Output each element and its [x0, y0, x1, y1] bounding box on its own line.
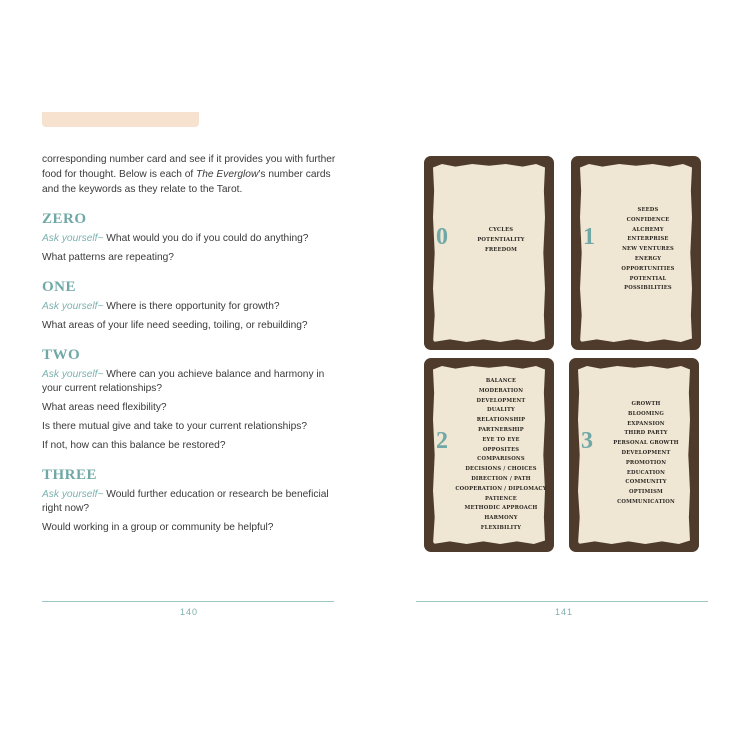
keyword: COMMUNICATION: [617, 498, 675, 505]
question-line: What areas of your life need seeding, toiling, or rebuilding?: [42, 320, 308, 331]
card-keywords: [599, 400, 693, 508]
question-line: [42, 488, 337, 516]
keyword: DEVELOPMENT: [476, 397, 526, 404]
keyword: DECISIONS / CHOICES: [465, 466, 537, 473]
keyword: COOPERATION / DIPLOMACY: [455, 485, 547, 492]
keyword: THIRD PARTY: [624, 430, 668, 437]
section-zero: [42, 211, 337, 265]
card-number: 0: [436, 224, 448, 250]
keyword: CONFIDENCE: [626, 216, 670, 223]
card-keywords: [601, 206, 695, 294]
keyword: ALCHEMY: [632, 226, 664, 233]
keyword: EXPANSION: [627, 420, 665, 427]
keyword: PARTNERSHIP: [478, 426, 524, 433]
intro-text-2: ’s number cards and the keywords as they relate to the Tarot.: [42, 169, 331, 195]
card-keywords: [454, 226, 548, 255]
keyword: GROWTH: [631, 401, 661, 407]
keyword: FLEXIBILITY: [480, 524, 522, 531]
section-heading: TWO: [42, 347, 81, 363]
keyword: CYCLES: [488, 227, 514, 233]
number-card-3: [569, 358, 699, 552]
keyword: POTENTIAL: [629, 275, 667, 282]
question-text: Where can you achieve balance and harmony in your current relationships?: [42, 369, 325, 394]
keyword: ENERGY: [634, 255, 662, 262]
keyword: EDUCATION: [626, 469, 666, 476]
keyword: BALANCE: [485, 378, 517, 384]
keyword: OPTIMISM: [629, 489, 663, 496]
card-number: 2: [436, 428, 448, 454]
keyword: PATIENCE: [485, 495, 517, 502]
keyword: DIRECTION / PATH: [471, 475, 531, 482]
question-line: [42, 368, 337, 396]
ask-label: Ask yourself~: [42, 301, 104, 312]
keyword: DEVELOPMENT: [621, 449, 671, 456]
keyword: OPPORTUNITIES: [621, 265, 675, 272]
keyword: RELATIONSHIP: [476, 417, 526, 424]
keyword: HARMONY: [484, 515, 518, 522]
section-heading: ZERO: [42, 211, 87, 227]
number-card-2: [424, 358, 554, 552]
question-text: Where is there opportunity for growth?: [106, 301, 280, 312]
question-line: What areas need flexibility?: [42, 402, 167, 413]
question-line: Would working in a group or community be helpful?: [42, 522, 274, 533]
question-line: Is there mutual give and take to your current relationships?: [42, 421, 308, 432]
keyword: PERSONAL GROWTH: [613, 440, 679, 447]
section-heading: THREE: [42, 467, 98, 483]
page-number-right: 141: [555, 607, 574, 617]
keyword: POTENTIALITY: [477, 236, 525, 243]
section-heading: ONE: [42, 279, 77, 295]
intro-title-italic: The Everglow: [196, 169, 259, 180]
ask-label: Ask yourself~: [42, 233, 104, 244]
keyword: EYE TO EYE: [482, 436, 520, 443]
keyword: OPPOSITES: [482, 446, 520, 453]
page-tab-decoration: [42, 112, 199, 127]
question-text: Would further education or research be beneficial right now?: [42, 489, 329, 514]
keyword: METHODIC APPROACH: [464, 505, 538, 512]
question-line: If not, how can this balance be restored?: [42, 440, 226, 451]
ask-label: Ask yourself~: [42, 369, 104, 380]
left-page-text: [42, 152, 337, 540]
section-three: [42, 467, 337, 535]
keyword: COMMUNITY: [625, 479, 667, 486]
ask-label: Ask yourself~: [42, 489, 104, 500]
footer-rule-right: [416, 601, 708, 602]
intro-paragraph: [42, 152, 337, 197]
page-number-left: 140: [180, 607, 199, 617]
question-line: What patterns are repeating?: [42, 252, 174, 263]
keyword: FREEDOM: [484, 246, 518, 253]
keyword: MODERATION: [478, 387, 524, 394]
keyword: COMPARISONS: [477, 456, 525, 463]
keyword: POSSIBILITIES: [624, 285, 672, 292]
question-line: [42, 300, 337, 314]
card-number: 1: [583, 224, 595, 250]
intro-text-1: corresponding number card and see if it provides you with further food for thought. Below is each of: [42, 154, 336, 180]
card-keywords: [454, 377, 548, 534]
keyword: DUALITY: [487, 407, 515, 414]
footer-rule-left: [42, 601, 334, 602]
question-text: What would you do if you could do anything?: [106, 233, 309, 244]
section-two: [42, 347, 337, 453]
keyword: ENTERPRISE: [627, 236, 669, 243]
keyword: PROMOTION: [625, 459, 667, 466]
card-number: 3: [581, 428, 593, 454]
keyword: NEW VENTURES: [622, 246, 674, 253]
number-card-0: [424, 156, 554, 350]
keyword: SEEDS: [637, 207, 659, 213]
section-one: [42, 279, 337, 333]
keyword: BLOOMING: [627, 410, 664, 417]
question-line: [42, 232, 337, 246]
number-card-1: [571, 156, 701, 350]
